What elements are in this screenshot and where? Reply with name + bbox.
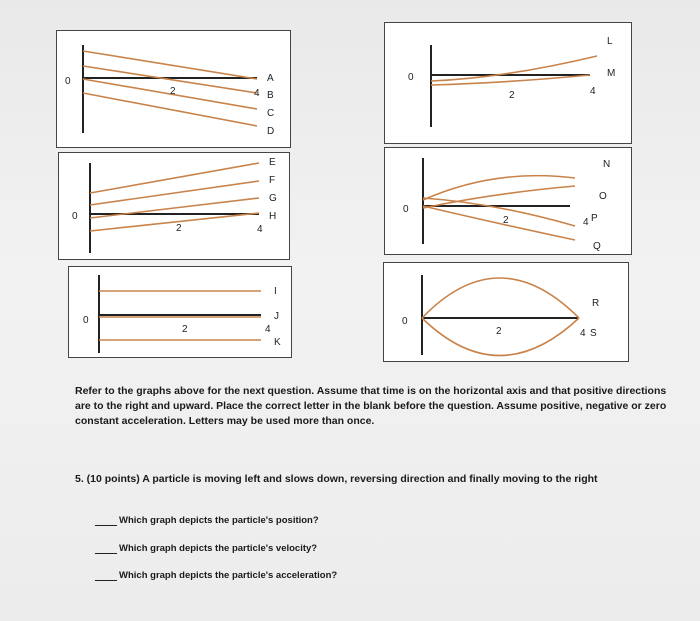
origin-label: 0: [65, 76, 71, 87]
graph-efgh-plot: [59, 153, 291, 261]
origin-label: 0: [403, 204, 409, 215]
graph-ijk-plot: [69, 267, 293, 359]
origin-label: 0: [402, 316, 408, 327]
tick-label-2: 2: [509, 90, 515, 101]
graph-abcd: [56, 30, 291, 148]
curve-label-q: Q: [593, 241, 601, 252]
line-a: [83, 51, 257, 79]
line-label-f: F: [269, 175, 276, 186]
curve-label-o: O: [599, 191, 607, 202]
line-label-h: H: [269, 211, 277, 222]
line-label-g: G: [269, 193, 277, 204]
graph-nopq-plot: [385, 148, 633, 256]
tick-label-4: 4: [583, 217, 589, 228]
graph-nopq: [384, 147, 632, 255]
tick-label-4: 4: [265, 324, 271, 335]
origin-label: 0: [83, 315, 89, 326]
curve-label-s: S: [590, 328, 597, 339]
curve-label-r: R: [592, 298, 600, 309]
line-label-k: K: [274, 337, 281, 348]
question-text: 5. (10 points) A particle is moving left and slows down, reversing direction and finally moving to the right: [75, 473, 598, 485]
line-d: [83, 93, 257, 126]
tick-label-4: 4: [590, 86, 596, 97]
curve-r: [422, 278, 579, 318]
subquestion-position-label: Which graph depicts the particle's position?: [119, 515, 319, 526]
subquestion-acceleration-label: Which graph depicts the particle's acceleration?: [119, 570, 338, 581]
graph-efgh: [58, 152, 290, 260]
line-label-b: B: [267, 90, 274, 101]
tick-label-4: 4: [257, 224, 263, 235]
tick-label-2: 2: [503, 215, 509, 226]
line-label-i: I: [274, 286, 277, 297]
line-label-a: A: [267, 73, 274, 84]
line-label-j: J: [274, 311, 279, 322]
graph-lm: [384, 22, 632, 144]
curve-label-l: L: [607, 36, 613, 47]
subquestion-acceleration: [95, 570, 337, 581]
graph-ijk: [68, 266, 292, 358]
curve-label-p: P: [591, 213, 598, 224]
subquestion-velocity-label: Which graph depicts the particle's velocity?: [119, 543, 318, 554]
line-label-c: C: [267, 108, 275, 119]
instructions-text: Refer to the graphs above for the next question. Assume that time is on the horizontal axis and that positive directions are to the right and upward. Place the correct letter in the blank before the question. Assume positive, negative or zero constant acceleration. Letters may be used more than once.: [75, 385, 667, 427]
graph-rs-plot: [384, 263, 630, 363]
curve-label-m: M: [607, 68, 616, 79]
tick-label-4: 4: [254, 88, 260, 99]
curve-o: [423, 186, 575, 208]
origin-label: 0: [408, 72, 414, 83]
tick-label-4: 4: [580, 328, 586, 339]
subquestion-velocity: [95, 543, 317, 554]
line-label-d: D: [267, 126, 275, 137]
line-label-e: E: [269, 157, 276, 168]
origin-label: 0: [72, 211, 78, 222]
answer-blank-position[interactable]: [95, 525, 117, 526]
tick-label-2: 2: [182, 324, 188, 335]
tick-label-2: 2: [170, 86, 176, 97]
curve-label-n: N: [603, 159, 611, 170]
tick-label-2: 2: [176, 223, 182, 234]
tick-label-2: 2: [496, 326, 502, 337]
graph-rs: [383, 262, 629, 362]
graph-lm-plot: [385, 23, 633, 145]
line-e: [90, 163, 259, 193]
answer-blank-velocity[interactable]: [95, 553, 117, 554]
subquestion-position: [95, 515, 319, 526]
curve-q: [423, 206, 575, 240]
answer-blank-acceleration[interactable]: [95, 580, 117, 581]
